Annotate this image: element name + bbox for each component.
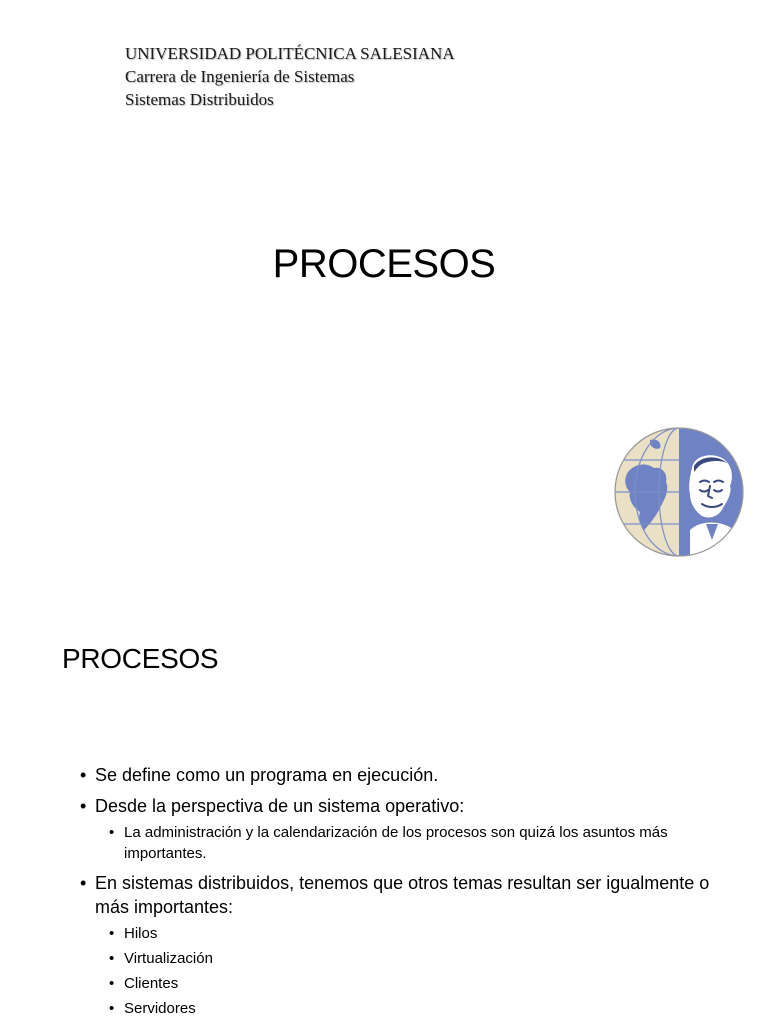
career-name: Carrera de Ingeniería de Sistemas xyxy=(125,67,355,86)
content-title: PROCESOS xyxy=(62,643,219,674)
sub-bullet-clients: • Clientes xyxy=(80,973,720,994)
sub-bullet-scheduling: • La administración y la calendarización de los procesos son quizá los asuntos más importantes. xyxy=(80,822,720,864)
bullet-os-perspective: • Desde la perspectiva de un sistema operativo: xyxy=(80,794,720,818)
sub-bullet-servers: • Servidores xyxy=(80,998,720,1019)
content-slide xyxy=(0,585,768,1024)
university-name: UNIVERSIDAD POLITÉCNICA SALESIANA xyxy=(125,44,455,63)
bullet-list xyxy=(80,763,720,1019)
course-name: Sistemas Distribuidos xyxy=(125,90,274,109)
bullet-definition: • Se define como un programa en ejecución. xyxy=(80,763,720,787)
sub-bullet-threads: • Hilos xyxy=(80,923,720,944)
slide-title: PROCESOS xyxy=(272,242,496,286)
sub-bullet-virtualization: • Virtualización xyxy=(80,948,720,969)
university-header xyxy=(125,42,455,111)
bullet-distributed-topics: • En sistemas distribuidos, tenemos que otros temas resultan ser igualmente o más importantes: xyxy=(80,871,720,919)
university-globe-portrait-logo xyxy=(610,420,748,564)
